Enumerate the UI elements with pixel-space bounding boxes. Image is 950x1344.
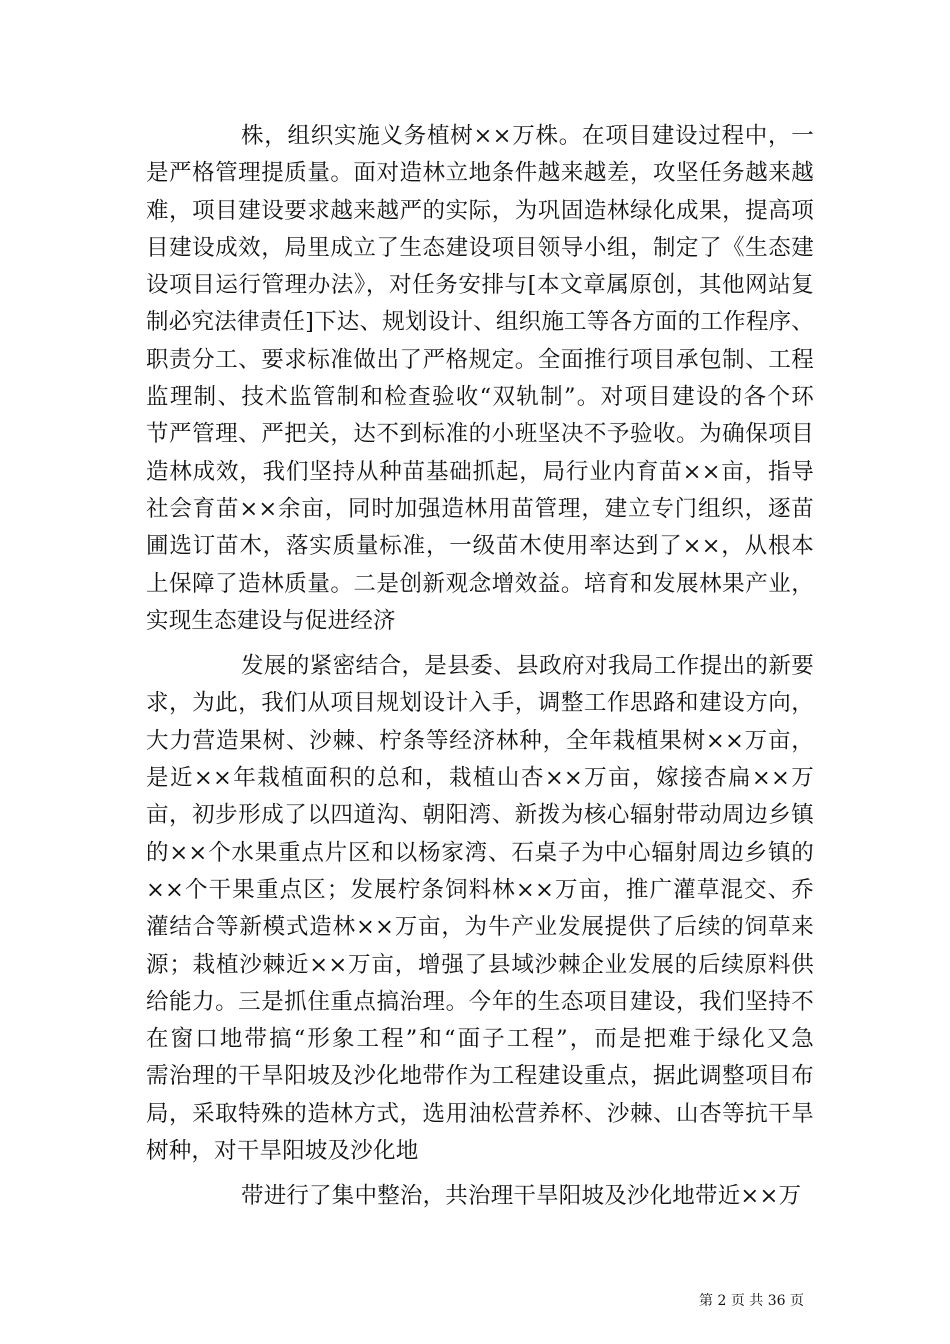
text-line: 是严格管理提质量。面对造林立地条件越来越差，攻坚任务越来越 [146,160,814,187]
text-line: 源；栽植沙棘近××万亩，增强了县域沙棘企业发展的后续原料供 [146,951,814,978]
text-line: 上保障了造林质量。二是创新观念增效益。培育和发展林果产业， [146,570,814,597]
text-line: 的××个水果重点片区和以杨家湾、石桌子为中心辐射周边乡镇的 [146,839,814,866]
text-line: 实现生态建设与促进经济 [146,607,396,634]
text-line: 监理制、技术监管制和检查验收“双轨制”。对项目建设的各个环 [146,384,814,411]
text-line: 需治理的干旱阳坡及沙化地带作为工程建设重点，据此调整项目布 [146,1063,814,1090]
paragraph [146,648,814,1170]
text-line: 树种，对干旱阳坡及沙化地 [146,1138,419,1165]
page-number: 第 2 页 共 36 页 [699,1293,804,1309]
text-line: 灌结合等新模式造林××万亩，为牛产业发展提供了后续的饲草来 [146,914,814,941]
text-line: 职责分工、要求标准做出了严格规定。全面推行项目承包制、工程 [146,346,814,373]
text-line: 设项目运行管理办法》，对任务安排与[本文章属原创，其他网站复 [146,272,814,299]
text-line: 给能力。三是抓住重点搞治理。今年的生态项目建设，我们坚持不 [146,988,814,1015]
text-line: 带进行了集中整治，共治理干旱阳坡及沙化地带近××万 [241,1183,802,1210]
text-line: 大力营造果树、沙棘、柠条等经济林种，全年栽植果树××万亩， [146,727,814,754]
text-line: 株，组织实施义务植树××万株。在项目建设过程中，一 [241,123,814,149]
paragraph-list [146,118,814,1216]
paragraph [146,1178,814,1215]
text-line: 节严管理、严把关，达不到标准的小班坚决不予验收。为确保项目 [146,421,814,448]
text-line: 局，采取特殊的造林方式，选用油松营养杯、沙棘、山杏等抗干旱 [146,1100,814,1127]
text-line: 亩，初步形成了以四道沟、朝阳湾、新拨为核心辐射带动周边乡镇 [146,802,814,829]
text-line: 造林成效，我们坚持从种苗基础抓起，局行业内育苗××亩，指导 [146,458,814,485]
text-line: 难，项目建设要求越来越严的实际，为巩固造林绿化成果，提高项 [146,197,814,224]
text-line: 目建设成效，局里成立了生态建设项目领导小组，制定了《生态建 [146,234,814,261]
text-line: 社会育苗××余亩，同时加强造林用苗管理，建立专门组织，逐苗 [146,495,814,522]
document-body [146,118,814,1216]
text-line: ××个干果重点区；发展柠条饲料林××万亩，推广灌草混交、乔 [146,876,814,903]
paragraph [146,118,814,640]
paragraph-gap [146,1170,814,1178]
text-line: 制必究法律责任]下达、规划设计、组织施工等各方面的工作程序、 [146,309,814,336]
text-line: 圃选订苗木，落实质量标准，一级苗木使用率达到了××，从根本 [146,533,814,560]
text-line: 是近××年栽植面积的总和，栽植山杏××万亩，嫁接杏扁××万 [146,765,814,792]
text-line: 发展的紧密结合，是县委、县政府对我局工作提出的新要 [241,653,814,680]
text-line: 在窗口地带搞“形象工程”和“面子工程”，而是把难于绿化又急 [146,1026,814,1053]
text-line: 求，为此，我们从项目规划设计入手，调整工作思路和建设方向， [146,690,814,717]
paragraph-gap [146,640,814,648]
